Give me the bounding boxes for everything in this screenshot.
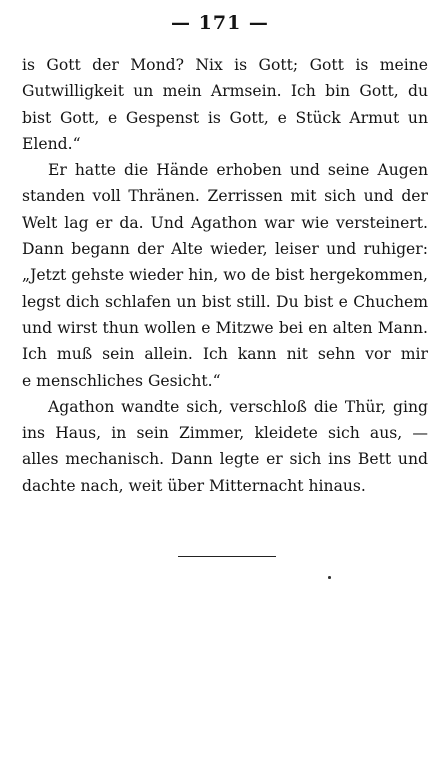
page-number-header: — 171 — [171,12,269,34]
ink-speck [328,576,331,579]
text-line: e menschliches Gesicht.“ [22,371,221,390]
text-line: „Jetzt gehste wieder hin, wo de bist hergekommen, [22,266,428,285]
paragraph-3 [22,394,428,499]
paragraph-2 [22,157,428,394]
text-line: Dann begann der Alte wieder, leiser und ruhiger: [22,240,428,259]
text-line: Er hatte die Hände erhoben und seine Augen [48,161,428,180]
text-line: Agathon wandte sich, verschloß die Thür, ging [48,397,428,416]
text-line: alles mechanisch. Dann legte er sich ins Bett und [22,450,428,469]
text-line: ins Haus, in sein Zimmer, kleidete sich aus, — [22,424,428,443]
text-line: Ich muß sein allein. Ich kann nit sehn vor mir [22,345,428,364]
text-line: standen voll Thränen. Zerrissen mit sich und der [22,187,428,206]
paragraph-1 [22,52,428,157]
text-line: Welt lag er da. Und Agathon war wie versteinert. [22,213,428,232]
text-line: und wirst thun wollen e Mitzwe bei en alten Mann. [22,318,428,337]
text-line: is Gott der Mond? Nix is Gott; Gott is meine [22,56,428,74]
section-end-rule [178,556,276,557]
text-line: dachte nach, weit über Mitternacht hinaus. [22,476,366,495]
text-line: Gutwilligkeit un mein Armsein. Ich bin Gott, du [22,82,428,101]
body-text [22,52,428,499]
text-line: bist Gott, e Gespenst is Gott, e Stück Armut un [22,108,428,127]
text-line: legst dich schlafen un bist still. Du bist e Chuchem [22,292,428,311]
text-line: Elend.“ [22,134,81,153]
